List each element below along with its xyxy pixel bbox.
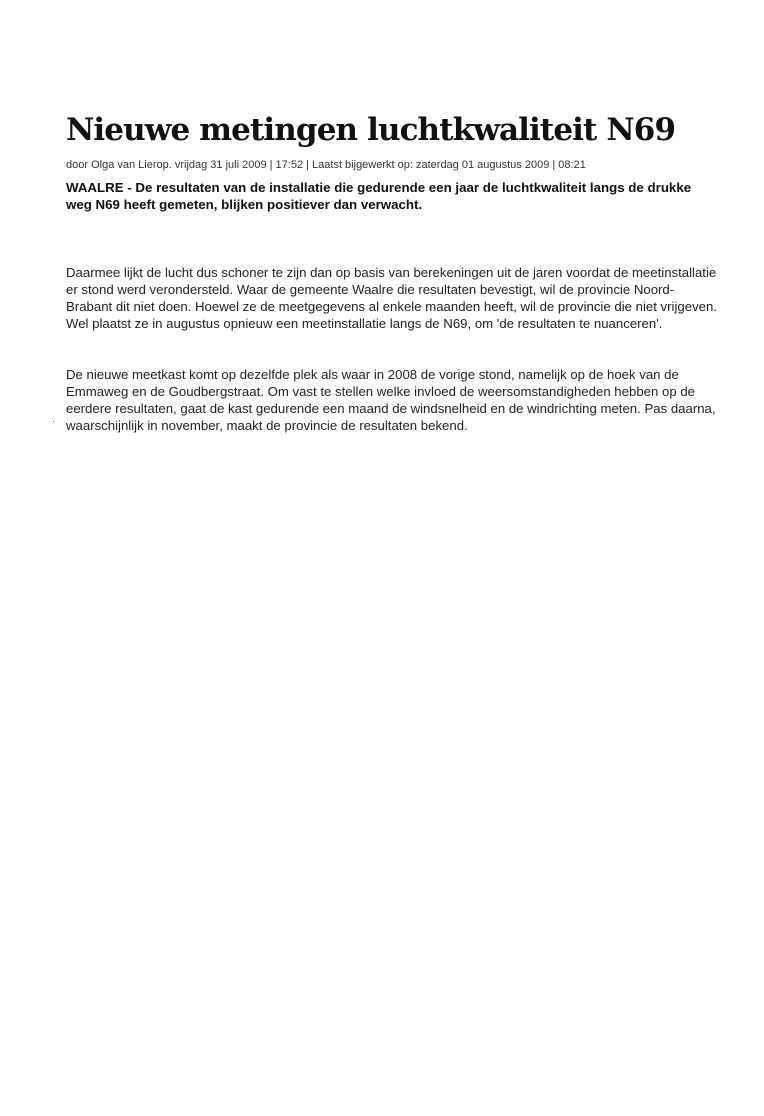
article-paragraph: De nieuwe meetkast komt op dezelfde plek als waar in 2008 de vorige stond, namelijk op de hoek van de Emmaweg en de Goudbergstraat. Om vast te stellen welke invloed de weersomstandigheden hebben op de eerdere resultaten, gaat de kast gedurende een maand de windsnelheid en de windrichting meten. Pas daarna, waarschijnlijk in november, maakt de provincie de resultaten bekend. xyxy=(66,367,716,433)
article xyxy=(66,108,718,434)
scan-speck xyxy=(53,421,54,422)
article-lead: WAALRE - De resultaten van de installatie die gedurende een jaar de luchtkwaliteit langs de drukke weg N69 heeft gemeten, blijken positiever dan verwacht. xyxy=(66,180,692,212)
article-paragraph: Daarmee lijkt de lucht dus schoner te zijn dan op basis van berekeningen uit de jaren voordat de meetinstallatie er stond werd verondersteld. Waar de gemeente Waalre die resultaten bevestigt, wil de provincie Noord-Brabant dit niet doen. Hoewel ze de meetgegevens al enkele maanden heeft, wil de provincie die niet vrijgeven. Wel plaatst ze in augustus opnieuw een meetinstallatie langs de N69, om 'de resultaten te nuanceren'. xyxy=(66,265,717,331)
article-title: Nieuwe metingen luchtkwaliteit N69 xyxy=(66,112,676,148)
article-byline: door Olga van Lierop. vrijdag 31 juli 2009 | 17:52 | Laatst bijgewerkt op: zaterdag 01 augustus 2009 | 08:21 xyxy=(66,159,586,171)
